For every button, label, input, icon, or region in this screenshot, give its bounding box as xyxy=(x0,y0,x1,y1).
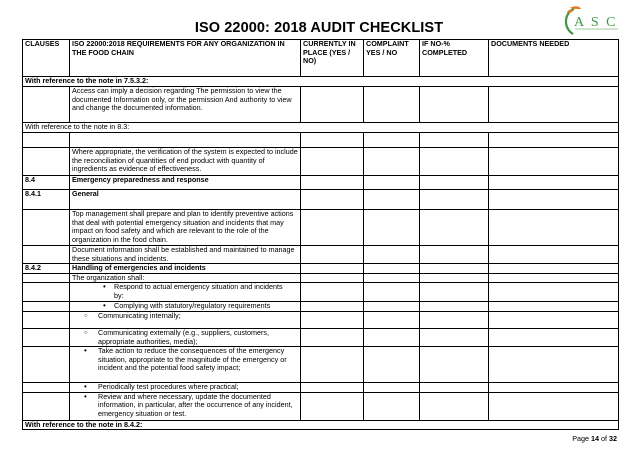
page-title: ISO 22000: 2018 AUDIT CHECKLIST xyxy=(194,20,444,36)
clause-heading: Emergency preparedness and response xyxy=(70,176,301,190)
header-if-no-completed: IF NO-% COMPLETED xyxy=(420,40,489,77)
sub-bullet-item: ○ Communicating internally; xyxy=(70,311,301,328)
clause-number: 8.4.1 xyxy=(23,190,70,210)
sub-bullet-item: ○ Communicating externally (e.g., suppliers, customers, appropriate authorities, media); xyxy=(70,328,301,346)
requirement-text: Access can imply a decision regarding The permission to view the documented Information only, or the permission And authority to view and change the documented information. xyxy=(70,87,301,123)
header-compliant: COMPLAINT YES / NO xyxy=(364,40,420,77)
clause-heading: General xyxy=(70,190,301,210)
clause-heading: Handling of emergencies and incidents xyxy=(70,264,301,274)
clause-number: 8.4.2 xyxy=(23,264,70,274)
header-currently-in-place: CURRENTLY IN PLACE (YES / NO) xyxy=(301,40,364,77)
requirement-text: The organization shall: xyxy=(70,273,301,283)
header-requirements: ISO 22000:2018 REQUIREMENTS FOR ANY ORGANIZATION IN THE FOOD CHAIN xyxy=(70,40,301,77)
bullet-item: • Complying with statutory/regulatory requirements xyxy=(70,302,301,312)
note-row-7-5-3-2: With reference to the note in 7.5.3.2: xyxy=(23,77,619,87)
requirement-text: Where appropriate, the verification of the system is expected to include the reconciliation of quantities of end product with quantity of ingredients as evidence of effectiveness. xyxy=(70,148,301,176)
bullet-item: • Review and where necessary, update the documented information, in particular, after the occurrence of any incident, emergency situation or test. xyxy=(70,392,301,420)
bullet-item: • Respond to actual emergency situation and incidents by: xyxy=(70,283,301,302)
header-documents-needed: DOCUMENTS NEEDED xyxy=(489,40,619,77)
requirement-text: Document information shall be established and maintained to manage these situations and incidents. xyxy=(70,246,301,264)
note-row-8-4-2: With reference to the note in 8.4.2: xyxy=(23,420,619,430)
clause-number: 8.4 xyxy=(23,176,70,190)
audit-checklist-table xyxy=(22,39,619,430)
note-row-8-3: With reference to the note in 8.3: xyxy=(23,123,619,133)
svg-text:A S C: A S C xyxy=(574,15,618,30)
company-logo xyxy=(560,4,624,38)
bullet-item: • Take action to reduce the consequences of the emergency situation, appropriate to the magnitude of the emergency or incident and the potential food safety impact; xyxy=(70,347,301,383)
bullet-item: • Periodically test procedures where practical; xyxy=(70,383,301,393)
header-clauses: CLAUSES xyxy=(23,40,70,77)
requirement-text: Top management shall prepare and plan to identify preventive actions that deal with potential emergency situation and incidents that may impact on food safety and which are relevant to the role of the organization in the food chain. xyxy=(70,210,301,246)
page-number: Page 14 of 32 xyxy=(572,434,617,443)
